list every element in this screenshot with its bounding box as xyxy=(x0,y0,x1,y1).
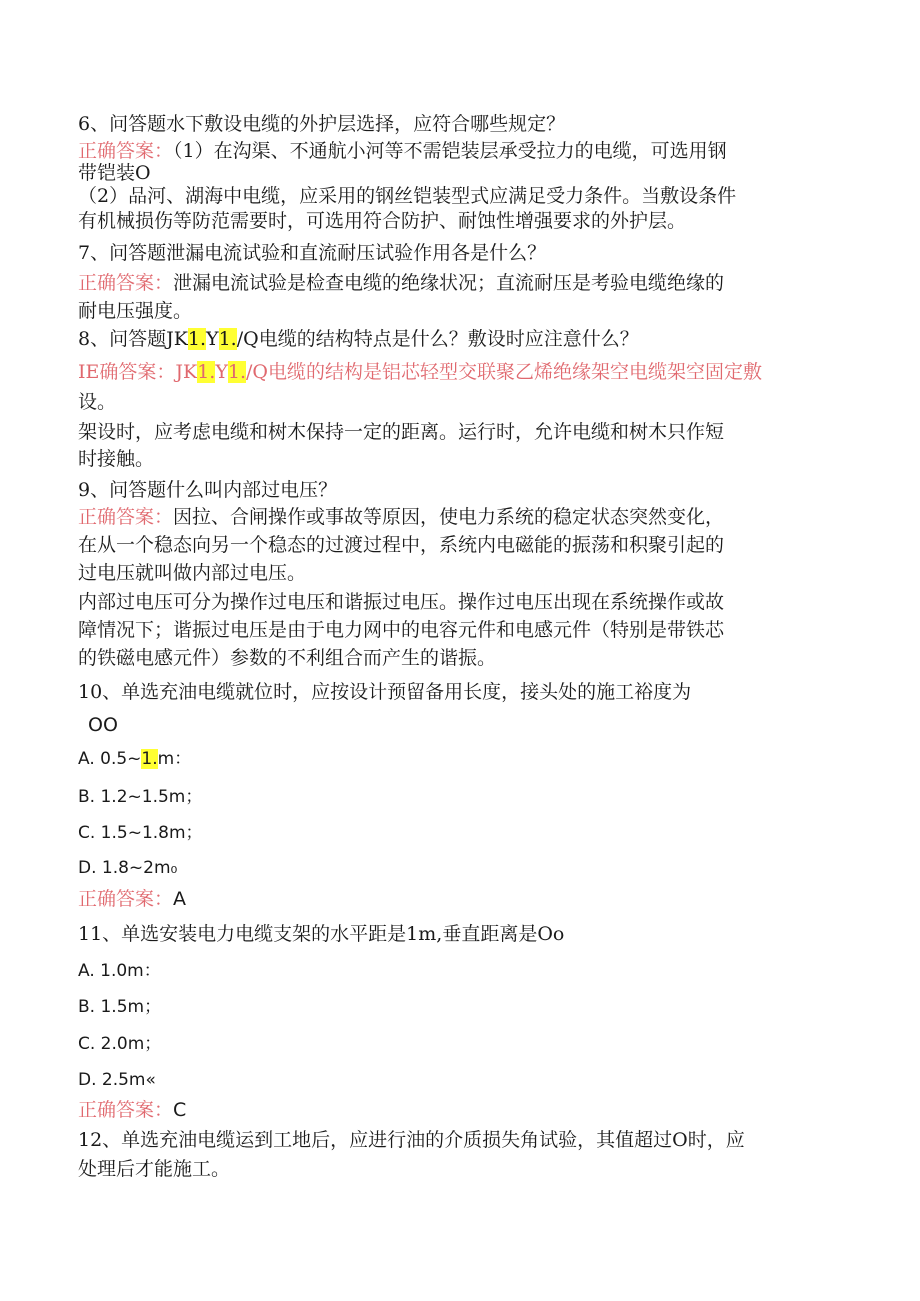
question-9-answer-line-3: 过电压就叫做内部过电压。 xyxy=(78,562,307,584)
question-10-answer: 正确答案：A xyxy=(78,888,187,910)
question-7-answer: 正确答案：泄漏电流试验是检查电缆的绝缘状况；直流耐压是考验电缆绝缘的 xyxy=(78,272,725,294)
answer-label: IE确答案： xyxy=(78,361,176,383)
highlight: 1. xyxy=(187,328,207,350)
question-11-title: 11、单选安装电力电缆支架的水平距是1m,垂直距离是Oo xyxy=(78,923,565,945)
question-10-title: 10、单选充油电缆就位时，应按设计预留备用长度，接头处的施工裕度为 xyxy=(78,681,692,703)
question-7-answer-line-2: 耐电压强度。 xyxy=(78,300,193,322)
answer-label: 正确答案： xyxy=(78,272,174,294)
question-10-option-c: C. 1.5~1.8m； xyxy=(78,823,203,843)
question-9-answer: 正确答案：因拉、合闸操作或事故等原因，使电力系统的稳定状态突然变化， xyxy=(78,506,725,528)
answer-label: 正确答案： xyxy=(78,506,174,528)
question-8-answer-line-2: 设。 xyxy=(78,391,117,413)
question-12-title: 12、单选充油电缆运到工地后，应进行油的介质损失角试验，其值超过O时，应 xyxy=(78,1129,745,1151)
question-8-title: 8、问答题JK1.Y1./Q电缆的结构特点是什么？敷设时应注意什么？ xyxy=(78,328,639,350)
question-8-answer: IE确答案：JK1.Y1./Q电缆的结构是铝芯轻型交联聚乙烯绝缘架空电缆架空固定敷 xyxy=(78,361,763,383)
question-6-answer: 正确答案：（1）在沟渠、不通航小河等不需铠装层承受拉力的电缆，可选用钢 xyxy=(78,140,727,162)
question-10-option-a: A. 0.5~1.m： xyxy=(78,749,192,769)
question-9-answer-line-4: 内部过电压可分为操作过电压和谐振过电压。操作过电压出现在系统操作或故 xyxy=(78,591,725,613)
answer-label: 正确答案： xyxy=(78,888,174,910)
answer-label: 正确答案： xyxy=(78,1099,174,1121)
question-10-title-cont: OO xyxy=(88,714,118,736)
highlight: 1. xyxy=(218,328,237,350)
question-8-answer-line-3: 架设时，应考虑电缆和树木保持一定的距离。运行时，允许电缆和树木只作短 xyxy=(78,421,725,443)
question-6-answer-line-4: 有机械损伤等防范需要时，可选用符合防护、耐蚀性增强要求的外护层。 xyxy=(78,210,687,232)
question-9-answer-line-5: 障情况下；谐振过电压是由于电力网中的电容元件和电感元件（特别是带铁芯 xyxy=(78,619,725,641)
question-7-title: 7、问答题泄漏电流试验和直流耐压试验作用各是什么？ xyxy=(78,242,547,264)
question-11-answer: 正确答案：C xyxy=(78,1099,187,1121)
question-6-answer-line-2: 带铠装O xyxy=(78,162,151,184)
highlight: 1. xyxy=(227,361,247,383)
question-10-option-d: D. 1.8~2m₀ xyxy=(78,858,178,878)
question-9-answer-line-6: 的铁磁电感元件）参数的不利组合而产生的谐振。 xyxy=(78,647,497,669)
question-6-answer-line-3: （2）品河、湖海中电缆，应采用的钢丝铠装型式应满足受力条件。当敷设条件 xyxy=(78,185,737,207)
question-10-option-b: B. 1.2~1.5m； xyxy=(78,787,203,807)
question-11-option-c: C. 2.0m； xyxy=(78,1034,162,1054)
question-6-title: 6、问答题水下敷设电缆的外护层选择，应符合哪些规定？ xyxy=(78,113,566,135)
question-11-option-b: B. 1.5m； xyxy=(78,997,162,1017)
question-11-option-d: D. 2.5m« xyxy=(78,1070,156,1090)
highlight: 1. xyxy=(197,361,216,383)
question-9-answer-line-2: 在从一个稳态向另一个稳态的过渡过程中，系统内电磁能的振荡和积聚引起的 xyxy=(78,534,725,556)
question-9-title: 9、问答题什么叫内部过电压？ xyxy=(78,479,338,501)
answer-label: 正确答案： xyxy=(78,140,174,162)
question-11-option-a: A. 1.0m： xyxy=(78,961,161,981)
question-12-title-line-2: 处理后才能施工。 xyxy=(78,1158,231,1180)
question-8-answer-line-4: 时接触。 xyxy=(78,448,155,470)
highlight: 1. xyxy=(141,749,158,769)
